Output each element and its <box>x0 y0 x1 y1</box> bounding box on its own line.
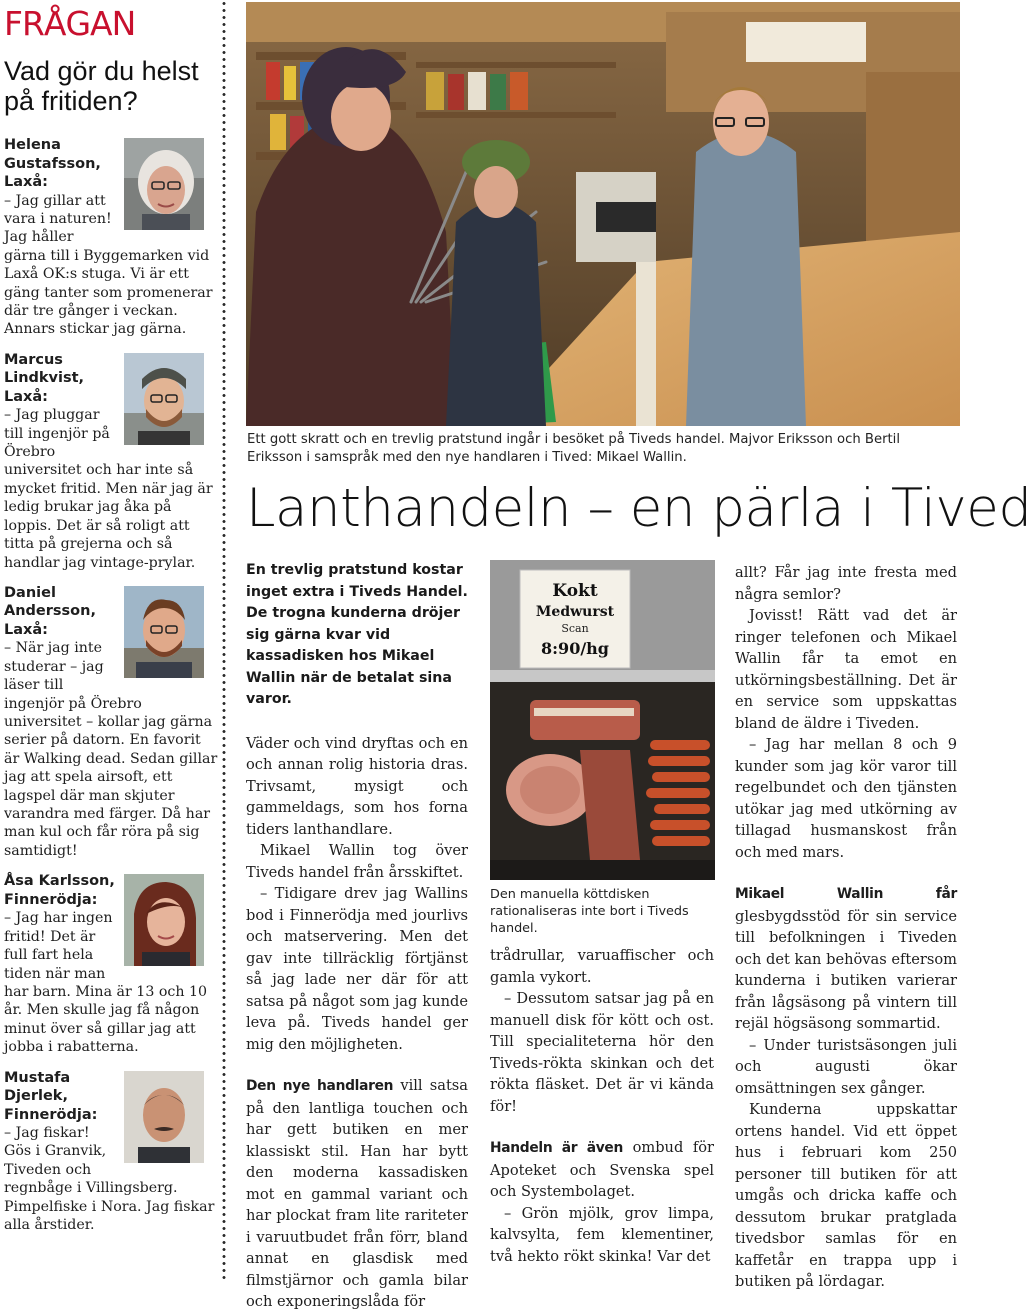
body-paragraph: Väder och vind dryftas och en och annan rolig historia dras. Trivsamt, mysigt och gammeldags, som hos forna tiders lanthandlare. <box>246 734 468 838</box>
person-daniel <box>4 584 218 860</box>
person-answer: – När jag inte studerar – jag läser till ingenjör på Örebro universitet – kollar jag gärna serier på datorn. En favorit är Walking dead. Sedan gillar jag att spela airsoft, ett lagspel där man skjuter varandra med färger. Då har man kul och får röra på sig samtidigt! <box>4 640 218 859</box>
kicker-fragan: FRÅGAN <box>4 4 136 43</box>
body-paragraph <box>490 1137 714 1203</box>
person-name: Marcus Lindkvist, Laxå: <box>4 351 85 405</box>
person-name: Daniel Andersson, Laxå: <box>4 584 96 638</box>
article-headline: Lanthandeln – en pärla i Tived <box>246 478 1031 539</box>
body-paragraph: Jovisst! Rätt vad det är ringer telefonen och Mikael Wallin får ta emot en utkörningsbeställning. Det är en service som uppskattas bland de äldre i Tiveden. <box>735 607 957 732</box>
body-paragraph: – Under turistsäsongen juli och augusti ökar omsättningen sex gånger. <box>735 1036 957 1097</box>
article-column-3 <box>735 562 957 1293</box>
person-asa <box>4 872 218 1056</box>
body-paragraph <box>735 883 957 1035</box>
person-answer: – Jag gillar att vara i naturen! Jag håller gärna till i Byggemarken vid Laxå OK:s stuga. Vi är ett gäng tanter som promenerar där tre gånger i veckan. Annars stickar jag gärna. <box>4 192 213 338</box>
person-name: Åsa Karlsson, Finnerödja: <box>4 873 115 908</box>
meat-counter-photo <box>490 560 715 880</box>
person-name: Helena Gustafsson, Laxå: <box>4 137 101 190</box>
person-name: Mustafa Djerlek, Finnerödja: <box>4 1069 98 1123</box>
portrait-marcus <box>124 353 204 445</box>
portrait-helena <box>124 138 204 230</box>
body-paragraph <box>246 1075 468 1313</box>
paragraph-text: ombud för Apoteket och Svenska spel och Systembolaget. <box>490 1139 715 1200</box>
meat-sign-line-3: Scan <box>561 622 589 635</box>
body-paragraph: Kunderna uppskattar ortens handel. Vid ett öppet hus i februari kom 250 personer till butiken för att umgås och dricka kaffe och dessutom brukar pratglada tivedsbor samlas för en kaffetår en trappa upp i butiken på lördagar. <box>735 1101 957 1290</box>
article-column-2 <box>490 945 714 1267</box>
paragraph-lead-in: Den nye handlaren <box>246 1078 394 1094</box>
meat-sign-line-4: 8:90/hg <box>541 639 609 658</box>
body-paragraph: – Jag har mellan 8 och 9 kunder som jag kör varor till regelbundet och den tjänsten utökar jag med utkörning av tillagad husmanskost från och med mars. <box>735 736 957 861</box>
meat-sign-line-2: Medwurst <box>535 604 615 620</box>
body-paragraph: allt? Får jag inte fresta med några semlor? <box>735 564 957 603</box>
paragraph-text: vill satsa på den lantliga touchen och har gett butiken en mer klassiskt stil. Han har bytt den moderna kassadisken mot en gammal variant och har plockat fram lite rariteter i varuutbudet från förr, bland annat en glasdisk med filmstjärnor och gamla bilar och exponeringslåda för <box>246 1077 468 1310</box>
meat-photo-caption: Den manuella köttdisken rationaliseras inte bort i Tiveds handel. <box>490 887 689 936</box>
article-column-1 <box>246 560 468 1313</box>
meat-sign-line-1: Kokt <box>552 581 598 601</box>
body-paragraph: Mikael Wallin tog över Tiveds handel från årsskiftet. <box>246 842 468 881</box>
person-answer: – Jag har ingen fritid! Det är full fart hela tiden när man har barn. Mina är 13 och 10 år. Men skulle jag få någon minut över så gillar jag att jobba i rabatterna. <box>4 910 208 1056</box>
body-paragraph: – Dessutom satsar jag på en manuell disk för kött och ost. Till specialiteterna hör den Tiveds-rökta skinkan och det rökta fläsket. Det är vi kända för! <box>490 990 714 1115</box>
body-paragraph: – Grön mjölk, grov limpa, kalvsylta, fem klementiner, två hekto rökt skinka! Var det <box>490 1204 714 1265</box>
portrait-mustafa <box>124 1071 204 1163</box>
dotted-column-divider <box>222 0 226 1280</box>
portrait-asa <box>124 874 204 966</box>
portrait-daniel <box>124 586 204 678</box>
paragraph-lead-in: Handeln är även <box>490 1140 624 1156</box>
article-ingress: En trevlig pratstund kostar inget extra i Tiveds Handel. De trogna kunderna dröjer sig gärna kvar vid kassadisken hos Mikael Wallin när de betalat sina varor. <box>246 562 468 707</box>
body-paragraph: – Tidigare drev jag Wallins bod i Finnerödja med jourlivs och matservering. Men det gav inte tillräcklig förtjänst så jag lade ner där för att satsa på något som jag kunde leva på. Tiveds handel ger mig den möjligheten. <box>246 885 468 1053</box>
body-paragraph: trådrullar, varuaffischer och gamla vykort. <box>490 947 714 986</box>
sidebar-question: Vad gör du helst på fritiden? <box>4 56 199 116</box>
main-photo-caption: Ett gott skratt och en trevlig pratstund ingår i besöket på Tiveds handel. Majvor Eriksson och Bertil Eriksson i samspråk med den nye handlaren i Tived: Mikael Wallin. <box>247 432 901 465</box>
person-marcus <box>4 351 218 572</box>
person-answer: – Jag fiskar! Gös i Granvik, Tiveden och regnbåge i Villingsberg. Pimpelfiske i Nora. Jag fiskar alla årstider. <box>4 1125 215 1234</box>
paragraph-text: glesbygdsstöd för sin service till befolkningen i Tiveden och det kan behövas eftersom kunderna i butiken varierar från lågsäsong på vintern till rejäl högsäsong sommartid. <box>735 907 957 1032</box>
person-helena <box>4 136 218 339</box>
person-mustafa <box>4 1069 218 1235</box>
sidebar-question-column <box>0 0 218 1280</box>
person-answer: – Jag pluggar till ingenjör på Örebro universitet och har inte så mycket fritid. Men när jag är ledig brukar jag åka på loppis. Det är så roligt att titta på grejerna och så handlar jag vintage-prylar. <box>4 407 213 571</box>
main-store-photo <box>246 2 960 426</box>
paragraph-lead-in: Mikael Wallin får <box>735 886 957 902</box>
